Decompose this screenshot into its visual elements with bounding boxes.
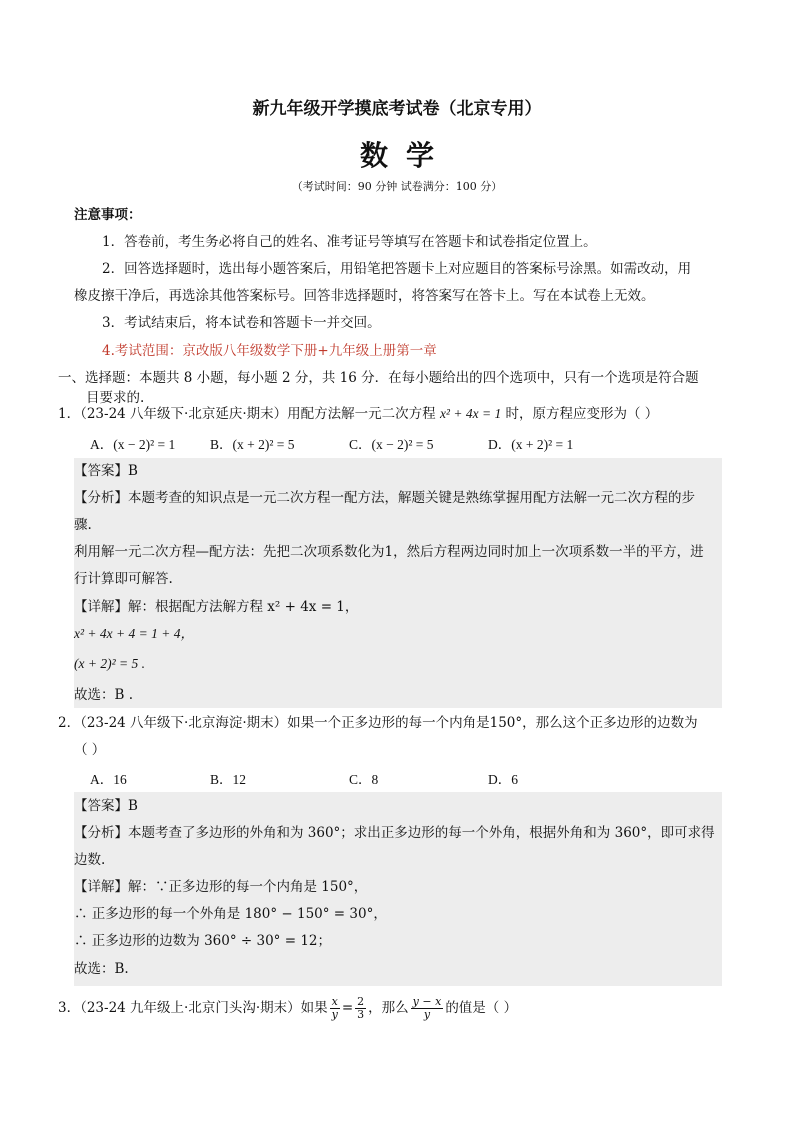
question-3-stem (58, 996, 517, 1021)
question-1-detail-2: x² + 4x + 4 = 1 + 4， (74, 626, 194, 641)
question-2-stem-1: 2．（23-24 八年级下·北京海淀·期末）如果一个正多边形的每一个内角是150°，那么这个正多边形的边数为 (58, 715, 698, 731)
question-1-analysis-3: 利用解一元二次方程—配方法：先把二次项系数化为1，然后方程两边同时加上一次项系数一半的平方，进 (74, 544, 704, 560)
question-1-answer: 【答案】B (74, 463, 138, 479)
question-2-detail-3: ∴ 正多边形的边数为 360° ÷ 30° = 12； (74, 933, 331, 949)
question-2-detail-1: 【详解】解：∵正多边形的每一个内角是 150°， (74, 879, 368, 895)
question-2-detail-2: ∴ 正多边形的每一个外角是 180° − 150° = 30°， (74, 906, 387, 922)
notice-heading: 注意事项： (74, 207, 142, 223)
question-1-detail-1: 【详解】解：根据配方法解方程 x² + 4x = 1， (74, 599, 359, 615)
question-2-option-a: A．16 (90, 772, 127, 787)
question-1-option-c: C．(x − 2)² = 5 (349, 437, 434, 452)
question-2-answer: 【答案】B (74, 798, 138, 814)
question-2-option-d: D．6 (488, 772, 518, 787)
fraction-y-minus-x-over-y: $\frac{y - x}{y}$ (412, 995, 442, 1021)
equals-sign: = (341, 1000, 354, 1016)
question-3-stem-b: ，那么 (368, 1000, 409, 1016)
fraction-two-thirds: $\frac{2}{3}$ (357, 995, 365, 1021)
paper-title: 新九年级开学摸底考试卷（北京专用） (252, 99, 542, 119)
question-3-stem-a: 3．（23-24 九年级上·北京门头沟·期末）如果 (58, 1000, 328, 1016)
question-1-option-a: A．(x − 2)² = 1 (90, 437, 176, 452)
question-2-detail-4: 故选：B. (74, 961, 129, 977)
subject-title: 数学 (359, 139, 452, 172)
question-2-option-c: C．8 (349, 772, 379, 787)
question-2-analysis-2: 边数. (74, 852, 106, 868)
question-2-option-b: B．12 (210, 772, 247, 787)
section-heading: 一、选择题：本题共 8 小题，每小题 2 分，共 16 分．在每小题给出的四个选项中，只有一个选项是符合题 (58, 370, 699, 386)
question-1-stem-b: 时，原方程应变形为（ ） (505, 406, 659, 422)
question-1-analysis-2: 骤. (74, 517, 92, 533)
question-1-equation: x² + 4x = 1 (439, 406, 502, 421)
fraction-x-over-y: $\frac{x}{y}$ (331, 995, 338, 1021)
question-1-detail-3: (x + 2)² = 5 . (74, 656, 146, 671)
question-1-option-b: B．(x + 2)² = 5 (210, 437, 295, 452)
question-2-stem-2: （ ） (74, 742, 106, 758)
question-3-stem-c: 的值是（ ） (445, 1000, 518, 1016)
notice-item-2: 2．回答选择题时，选出每小题答案后，用铅笔把答题卡上对应题目的答案标号涂黑。如需改动，用 (102, 261, 692, 277)
exam-info: （考试时间：90 分钟 试卷满分：100 分） (291, 180, 503, 193)
notice-item-4: 4.考试范围：京改版八年级数学下册+九年级上册第一章 (102, 343, 437, 359)
question-1-detail-4: 故选：B . (74, 687, 134, 703)
section-heading-cont: 目要求的. (86, 390, 145, 406)
question-1-analysis-1: 【分析】本题考查的知识点是一元二次方程一配方法，解题关键是熟练掌握用配方法解一元二次方程的步 (74, 490, 695, 506)
notice-item-2-cont: 橡皮擦干净后，再选涂其他答案标号。回答非选择题时，将答案写在答卡上。写在本试卷上无效。 (74, 288, 655, 304)
question-2-analysis-1: 【分析】本题考查了多边形的外角和为 360°；求出正多边形的每一个外角，根据外角和为 360°，即可求得 (74, 825, 715, 841)
question-1-stem-a: 1．（23-24 八年级下·北京延庆·期末）用配方法解一元二次方程 (58, 406, 436, 422)
question-1-option-d: D．(x + 2)² = 1 (488, 437, 574, 452)
question-1-stem (58, 404, 658, 424)
notice-item-1: 1．答卷前，考生务必将自己的姓名、准考证号等填写在答题卡和试卷指定位置上。 (102, 234, 597, 250)
notice-item-3: 3．考试结束后，将本试卷和答题卡一并交回。 (102, 315, 381, 331)
question-1-analysis-4: 行计算即可解答. (74, 571, 173, 587)
